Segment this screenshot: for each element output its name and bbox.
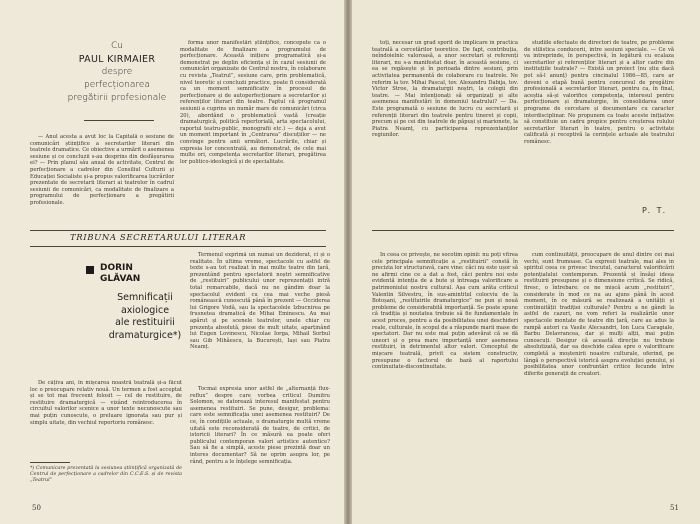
article-column-2	[190, 252, 330, 380]
section-heading: TRIBUNA SECRETARULUI LITERAR	[70, 233, 247, 243]
article-column-4-text: În ceea ce privește, ne socotim opinii: nu poți vitrea cele principala semnificație a „restituirii” constă în precizia lor structuravă, care vine: căci nu este ușor să ne afirmi cine ce a dat a fost, căci pentru noi este evidentă intenția de a bute și întreaga valorificare a patrimoniului nostru cultural. Așa cum arăta criticul Valentin Silvestru, în sus-amintitul colocviu de la Botoșani, „restituirile dramaturgice” ne pun și nouă probleme de considerabilă importanță. Se poate spune că tradiția și noutatea trebuie să fie fundamentale în acest proces, pentru a da posibilitatea unei deschideri reale, culturale, în scopul de a răspunde marii mase de spectatori. Dar nu este mai puțin adevărat că se dă uneori și o prea mare importanță unor asemenea restituiri, în detrimentul altor valori. Conceptul de mișcare teatrală, privit ca sistem constructiv, presupune o factorul de bază al raportului continuitate-discontinuitate.	[372, 252, 518, 371]
article-title-line3: ale restituirii	[115, 317, 175, 328]
footnote-rule	[30, 462, 70, 463]
interview-title	[62, 40, 172, 105]
right-page	[352, 0, 700, 524]
article-column-1	[30, 380, 182, 458]
author-name	[100, 263, 140, 285]
interview-title-name: PAUL KIRMAIER	[78, 54, 156, 65]
interview-column-3	[372, 40, 518, 222]
interview-column-2-text: forma unor manifestări științifice, concepute ca o modalitate de finalizare a programului de perfecționare. Această inițiere programatică și-a demonstrat pe deplin eficiența și în cazul sesiunii de comunicări organizate de Centrul nostru, în colaborare cu revista „Teatrul”, sesiune care, prin problematică, nivel teoretic și concluzii practice, poate fi considerată ca un moment semnificativ în procesul de perfecționare și de autoperfecționare a secretarilor și referenților literari din teatre. Faptul că programul sesiunii a cuprins un număr mare de comunicări (circa 20), abordând o problematică vastă (creație dramaturgică, politică repertorială, arta spectacolului, raportul teatru-public, monografii etc.) — deja a avut un moment important în „Centrarea” discuțiilor — ne convinge pentru anii următori. Lucrările, chiar și expresia lor concentrată, au demonstrat, de cele mai multe ori, competența secretarilor literari, pregătirea lor politico-ideologică și de specialitate.	[180, 40, 326, 165]
article-column-3-text: Tocmai expresia unor astfel de „alternanță flux-reflux” despre care vorbea criticul Dumitru Solomon, se datorează interesul manifestat pentru asemenea restituiri. Se pune, desigur, problema: care este semnificația unei asemenea restituiri? De ce, în condițiile actuale, o dramaturgie multă vreme uitată este reconsiderată de teatre, de critici, de istoricii literari? În ce măsură ea poate oferi publicului contemporan valori artistice autentice? Sau să fie a simplă, aceste piese prezintă doar un interes documentar? Să ne oprim asupra lor, pe rând, pentru a le înțelege semnificația.	[190, 386, 330, 465]
article-title-line1: Semnificații	[117, 292, 173, 303]
article-column-5	[524, 252, 674, 494]
article-column-1-text: De câțiva ani, în mișcarea noastră teatrală și-a făcut loc o preocupare relativ nouă. Un termen a fost acceptat și se tot mai frecvent folosit — cel de restituire, de restituire dramaturgică — vizând reintroducerea în circuitul valorilor scenice a unor texte necunoscute sau mai puțin cunoscute, o preluare ignorata sau pur și simplu uitate, din vechiul repertoriu românesc.	[30, 380, 182, 426]
interview-title-line3: despre	[101, 67, 133, 77]
interview-column-3-text: toți, necesar un grad sporit de implicare în practica teatrală a cercetărilor teoretice. De fapt, contribuția, neîndoielnic valoroasă, a unor secretari și referenți literari, nu s-a manifestat doar, în această sesiune, ci ea se regăsește și în perioada dintre sesiuni, prin activitatea permanentă de colaborare cu teatrele. Ne referim la tov. Mihai Pascal, tov. Alexandru Dabija, tov. Victor Stroe, la dramaturgii noștri, la colegii din teatre. — Mai intenționați să organizați și alte asemenea manifestări în domeniul teatrului? — Da. Este programată o sesiune de lucru cu secretarii și referenții literari din teatrele pentru tineret și copii, precum și pe cei din teatrele de păpuși și marionete, la Piatra Neamț, cu participarea reprezentanților regiunilor.	[372, 40, 518, 139]
interviewer-signature: P. T.	[642, 206, 668, 215]
section-rule-bottom	[30, 246, 326, 247]
interview-column-2	[180, 40, 326, 226]
article-title-line2: axiologice	[120, 304, 170, 316]
footnote: *) Comunicare prezentată la sesiunea științifică organizată de Centrul de perfecționare a cadrelor din C.C.E.S. și de revista „Teatrul”	[30, 466, 182, 483]
author-marker	[86, 266, 94, 274]
article-column-3	[190, 386, 330, 486]
book-gutter	[344, 0, 352, 524]
interview-column-4-text: studiile efectuate de directori de teatre, pe probleme de stilistica conducerii, intre sesiuni speciale. — Ce vă va intreprinde, în perspectivă, în legătură cu ecalaza secretarilor și referenților literari și a altor cadre din instituțiile teatrale? — Există un proiect (nu știu dacă pot să-l anunț) pentru cincinalul 1986—85, care ar deveni o etapă bună pentru concursul de pregătire profesională a secretarilor literari, pentru ca, în final, aceștia să-și valorifice competența, interesul pentru perfecționare și dramaturgie, în consolidarea unor programe de cercetare și documentare cu caracter interdisciplinar. Ne propunem ca toate aceste inițiative să constituie un cadru propice pentru creșterea rolului secretarilor literari în teatre, pentru o activitate calificată și receptivă la cerințele actuale ale teatrului românesc.	[524, 40, 674, 145]
article-column-5-text: cum continuității, preocupare de unul dintre cei mai vechi, sunt frumoase. Ca expresii teatrale, mai ales in spiritul ceea ce privesc trecutul, caracterul valorificării potențialului contemporan. Prezentă și însăși ideea restituirii presupune și o dimensiune critică. Se ridică, firesc, o întrebare: ce ne mișcă acum „restituiri”, considerate în mod ce nu au ajuns până în acest moment, în ce măsură se realizează a unității și continuității tradiției culturale? Pentru a ne gândi la astfel de cazuri, ne vom referi la realizările unor spectacole montate de teatre din țară, care au adus la rampă autori ca Vasile Alecsandri, Ion Luca Caragiale, Barbu Delavrancea, dar și mulți alții, mai puțin cunoscuți. Desigur că această direcție nu trebuie absolutizată, dar ea deschide calea spre o valorificare completă a moștenirii noastre culturale, oferind, pe lângă o perspectivă istorică asupra evoluției genului, și posibilitatea unor confruntări critice fecunde între diferite generații de creatori.	[524, 252, 674, 377]
page-number-left: 50	[32, 504, 41, 512]
interview-title-line1: Cu	[111, 41, 123, 51]
author-first-name: DORIN	[100, 263, 133, 273]
article-column-4	[372, 252, 518, 494]
right-section-rule	[372, 230, 674, 231]
interview-column-4	[524, 40, 674, 202]
article-column-2-text: Termenul exprimă un numai un deziderat, ci și o realitate. În ultima vreme, spectacole cu astfel de texte s-au tot realizat în mai multe teatre din țară, prezentând pentru spectatorii noștri semnificative de „restituiri” publicului unor reprezentații intră total remarcabile, dacă nu ne gândim doar la spectacolul evident cu cea mai veche piesă românească cunoscută până în prezent — Occiderea lui Grigore Vodă, sau la spectacolele Izbucnirea pe frusnetea dramatică de Mihai Eminescu. Au mai apărut și pe scenele teatrelor, unele chiar cu prezența absolută, piese de mult uitate, aparținând lui Eugen Lovinescu, Nicolae Iorga, Mihail Sorbul sau Gib Mihăescu, la București, Iași sau Piatra Neamț.	[190, 252, 330, 351]
article-title-line4: dramaturgice*)	[108, 329, 182, 341]
interview-title-line5: pregătirii profesionale	[67, 93, 167, 103]
section-rule-top	[30, 230, 326, 231]
interview-title-line4: perfecționarea	[84, 80, 150, 90]
page-number-right: 51	[670, 504, 679, 512]
left-page	[0, 0, 344, 524]
interview-column-1	[30, 134, 174, 226]
interview-column-1-text: — Anul acesta a avut loc la Capitală o sesiune de comunicări științifice a secretarilor literari din teatrele dramatice. Ce obiective a urmărit o asemenea sesiune și ce concluzii s-au desprins din desfășurarea ei? — Prin planul său anual de activitate, Centrul de perfecționare a cadrelor din Consiliul Culturii și Educației Socialiste și-a propus valorificarea lucrărilor prezentate de secretarii literari ai teatrelor în cadrul sesiunii de comunicări, ca modalitate de finalizare a programului de perfecționare a pregătirii profesionale.	[30, 134, 174, 206]
author-last-name: GLĂVAN	[100, 274, 141, 284]
title-divider	[84, 120, 154, 121]
